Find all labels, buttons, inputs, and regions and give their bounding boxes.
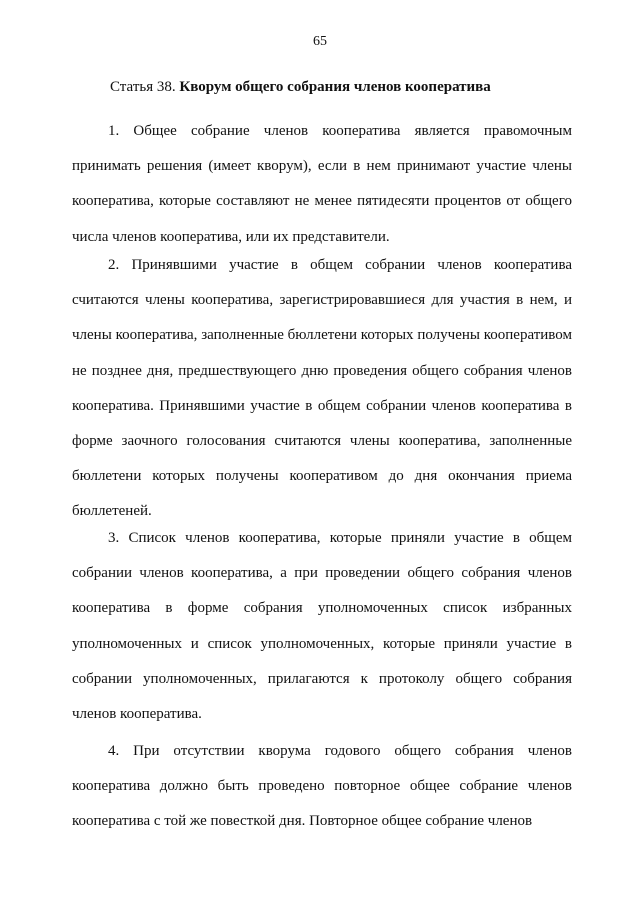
article-title: Кворум общего собрания членов кооператива bbox=[179, 79, 491, 95]
paragraph-4: 4. При отсутствии кворума годового общего собрания членов кооператива должно быть проведено повторное общее собрание членов кооператива с той же повесткой дня. Повторное общее собрание членов bbox=[72, 743, 572, 830]
article-number: Статья 38. bbox=[110, 79, 176, 95]
paragraph-1: 1. Общее собрание членов кооператива является правомочным принимать решения (имеет кворум), если в нем принимают участие члены кооператива, которые составляют не менее пятидесяти процентов от общего числа членов кооператива, или их представители. bbox=[72, 123, 572, 245]
article-heading bbox=[110, 77, 590, 97]
paragraph-3: 3. Список членов кооператива, которые приняли участие в общем собрании членов кооператива, а при проведении общего собрания членов кооператива в форме собрания уполномоченных список избранных уполномоченных и список уполномоченных, которые приняли участие в собрании уполномоченных, прилагаются к протоколу общего собрания членов кооператива. bbox=[72, 530, 572, 723]
page-number: 65 bbox=[313, 34, 327, 49]
paragraph-2: 2. Принявшими участие в общем собрании членов кооператива считаются члены кооператива, зарегистрировавшиеся для участия в нем, и члены кооператива, заполненные бюллетени которых получены кооперативом не позднее дня, предшествующего дню проведения общего собрания членов кооператива. Принявшими участие в общем собрании членов кооператива в форме заочного голосования считаются члены кооператива, заполненные бюллетени которых получены кооперативом до дня окончания приема бюллетеней. bbox=[72, 257, 572, 520]
